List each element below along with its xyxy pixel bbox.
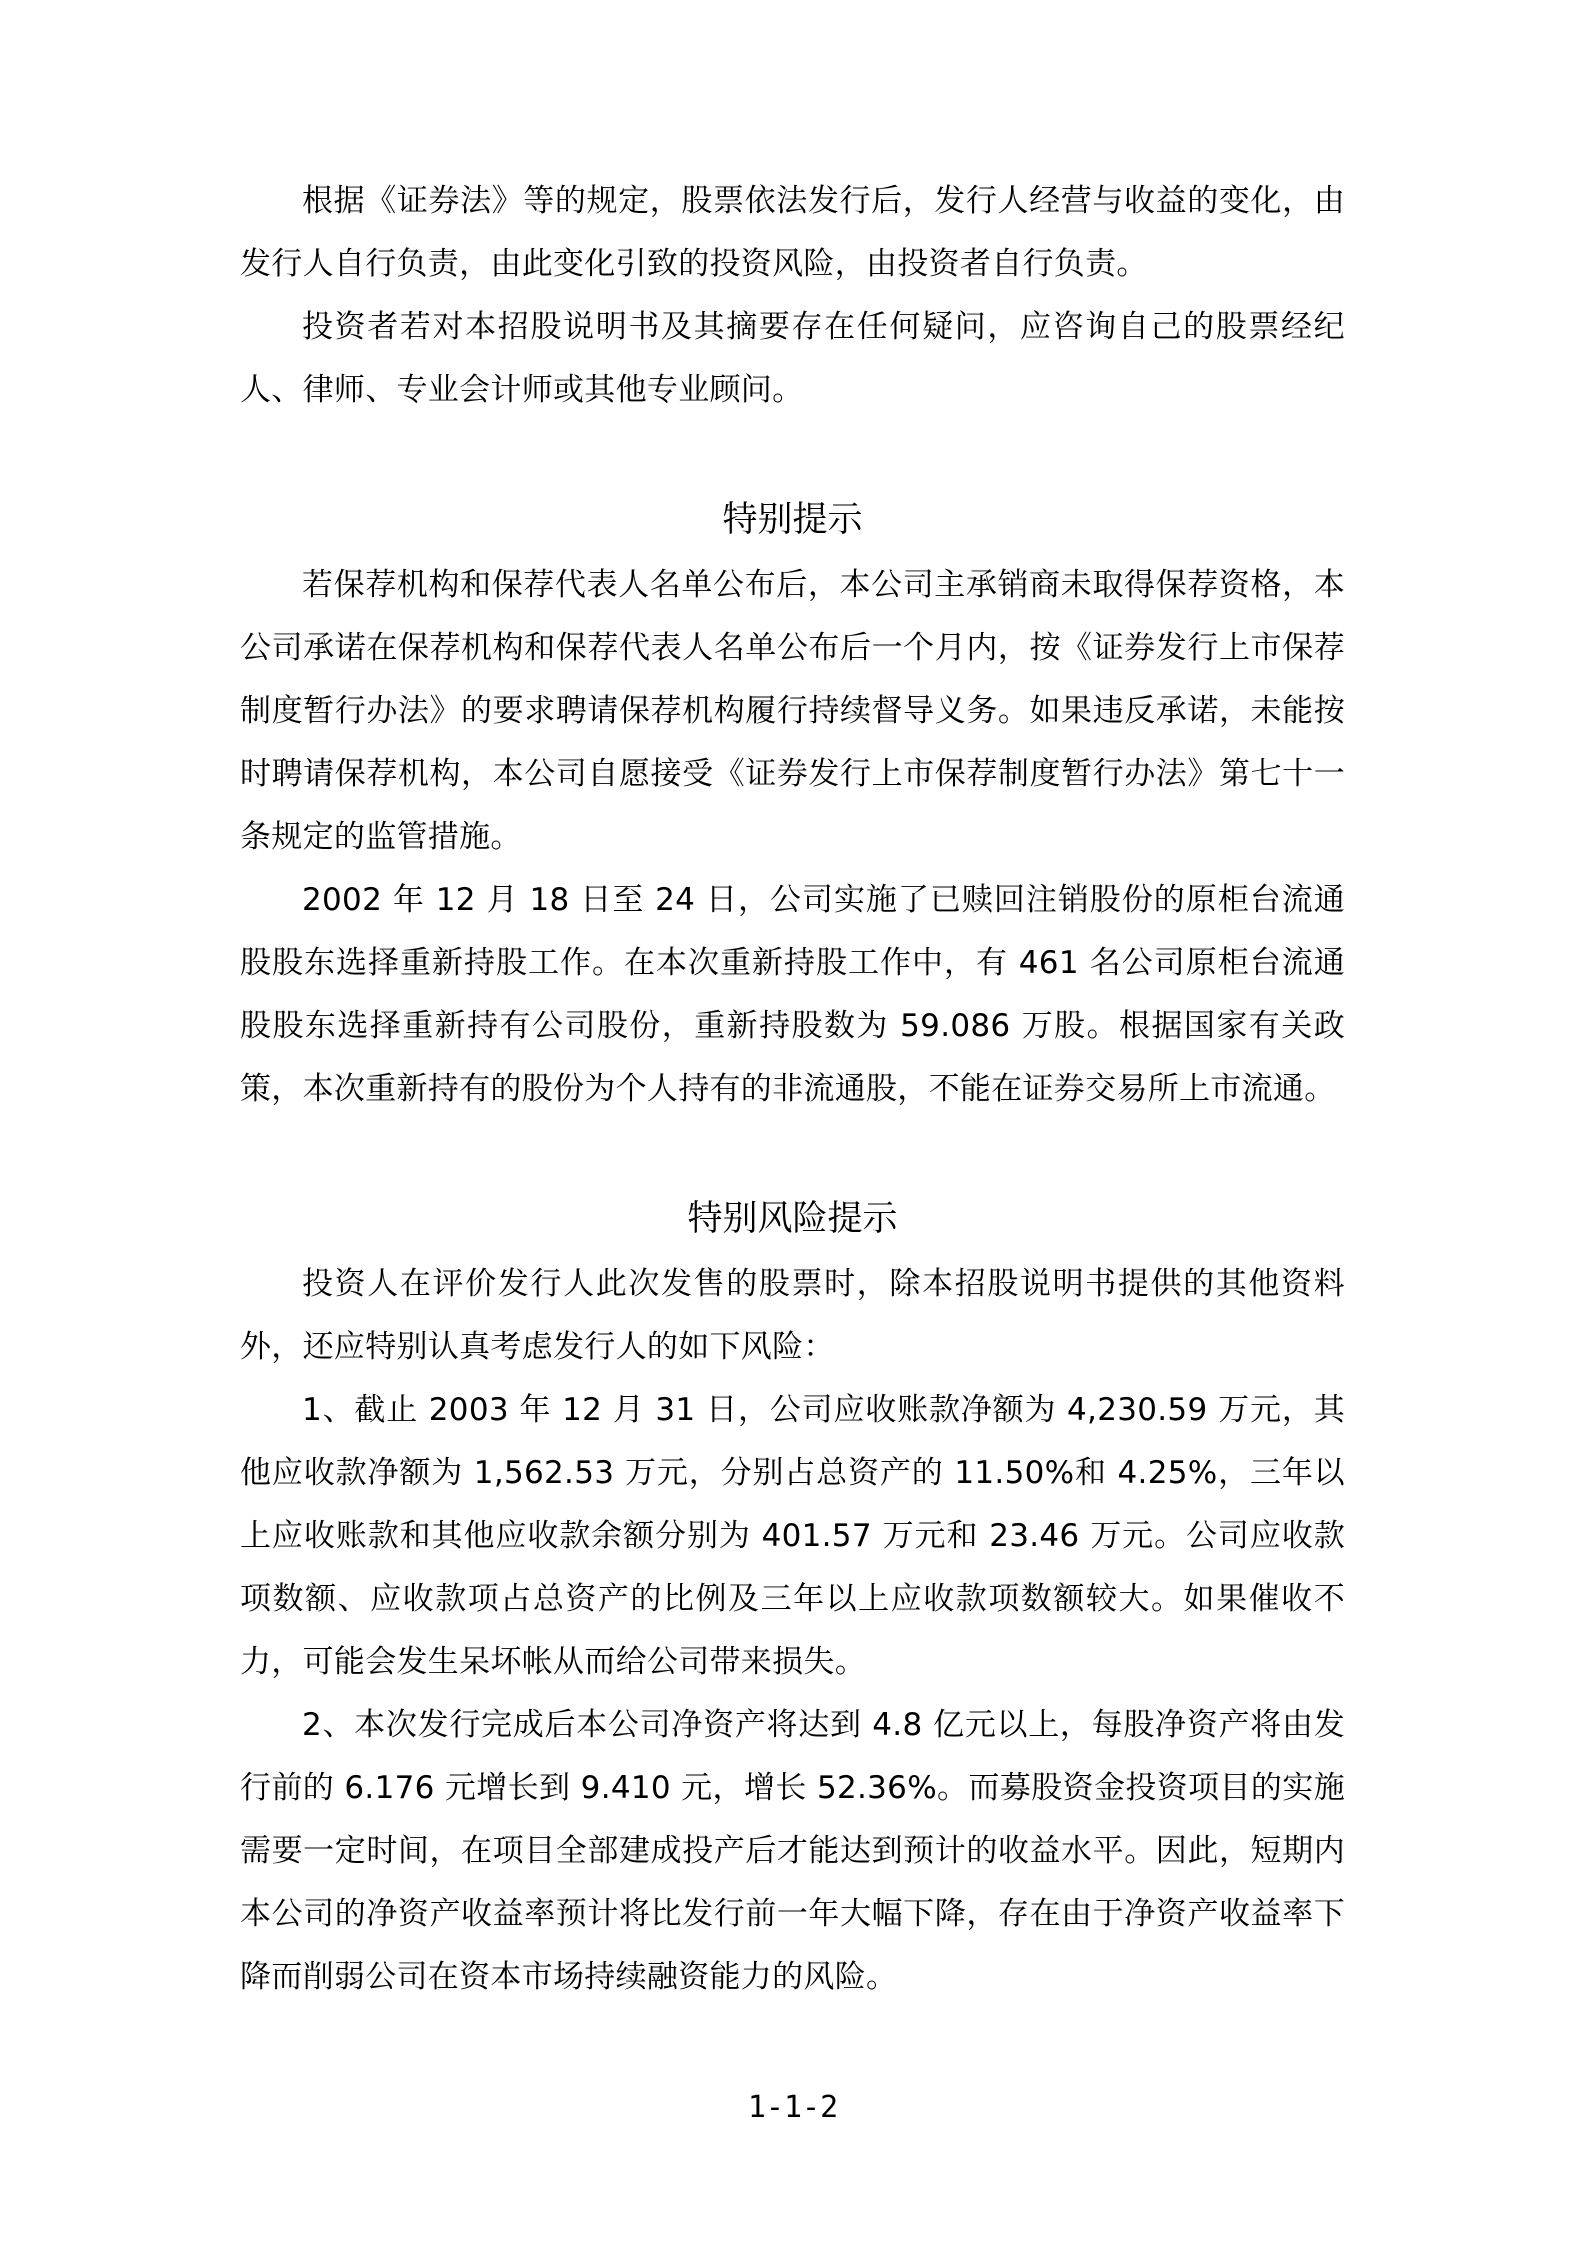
intro-paragraph-2: 投资者若对本招股说明书及其摘要存在任何疑问，应咨询自己的股票经纪人、律师、专业会计师或其他专业顾问。 xyxy=(240,309,1345,408)
special-notice-title: 特别提示 xyxy=(722,500,863,540)
special-notice-paragraph-2: 2002 年 12 月 18 日至 24 日，公司实施了已赎回注销股份的原柜台流通股股东选择重新持股工作。在本次重新持股工作中，有 461 名公司原柜台流通股股东选择重新持有公司股份，重新持股数为 59.086 万股。根据国家有关政策，本次重新持有的股份为个人持有的非流通股，不能在证券交易所上市流通。 xyxy=(240,882,1345,1107)
page-number: 1-1-2 xyxy=(747,2090,839,2125)
risk-notice-paragraph-3: 2、本次发行完成后本公司净资产将达到 4.8 亿元以上，每股净资产将由发行前的 6.176 元增长到 9.410 元，增长 52.36%。而募股资金投资项目的实施需要一定时间，在项目全部建成投产后才能达到预计的收益水平。因此，短期内本公司的净资产收益率预计将比发行前一年大幅下降，存在由于净资产收益率下降而削弱公司在资本市场持续融资能力的风险。 xyxy=(240,1707,1345,1995)
intro-paragraph-1: 根据《证券法》等的规定，股票依法发行后，发行人经营与收益的变化，由发行人自行负责，由此变化引致的投资风险，由投资者自行负责。 xyxy=(240,183,1345,282)
risk-notice-title: 特别风险提示 xyxy=(687,1199,898,1239)
risk-notice-paragraph-1: 投资人在评价发行人此次发售的股票时，除本招股说明书提供的其他资料外，还应特别认真考虑发行人的如下风险： xyxy=(240,1266,1345,1365)
special-notice-paragraph-1: 若保荐机构和保荐代表人名单公布后，本公司主承销商未取得保荐资格，本公司承诺在保荐机构和保荐代表人名单公布后一个月内，按《证券发行上市保荐制度暂行办法》的要求聘请保荐机构履行持续督导义务。如果违反承诺，未能按时聘请保荐机构，本公司自愿接受《证券发行上市保荐制度暂行办法》第七十一条规定的监管措施。 xyxy=(240,567,1345,855)
risk-notice-paragraph-2: 1、截止 2003 年 12 月 31 日，公司应收账款净额为 4,230.59 万元，其他应收款净额为 1,562.53 万元，分别占总资产的 11.50%和 4.25%，三年以上应收账款和其他应收款余额分别为 401.57 万元和 23.46 万元。公司应收款项数额、应收款项占总资产的比例及三年以上应收款项数额较大。如果催收不力，可能会发生呆坏帐从而给公司带来损失。 xyxy=(240,1392,1345,1680)
document-page xyxy=(240,170,1345,2009)
